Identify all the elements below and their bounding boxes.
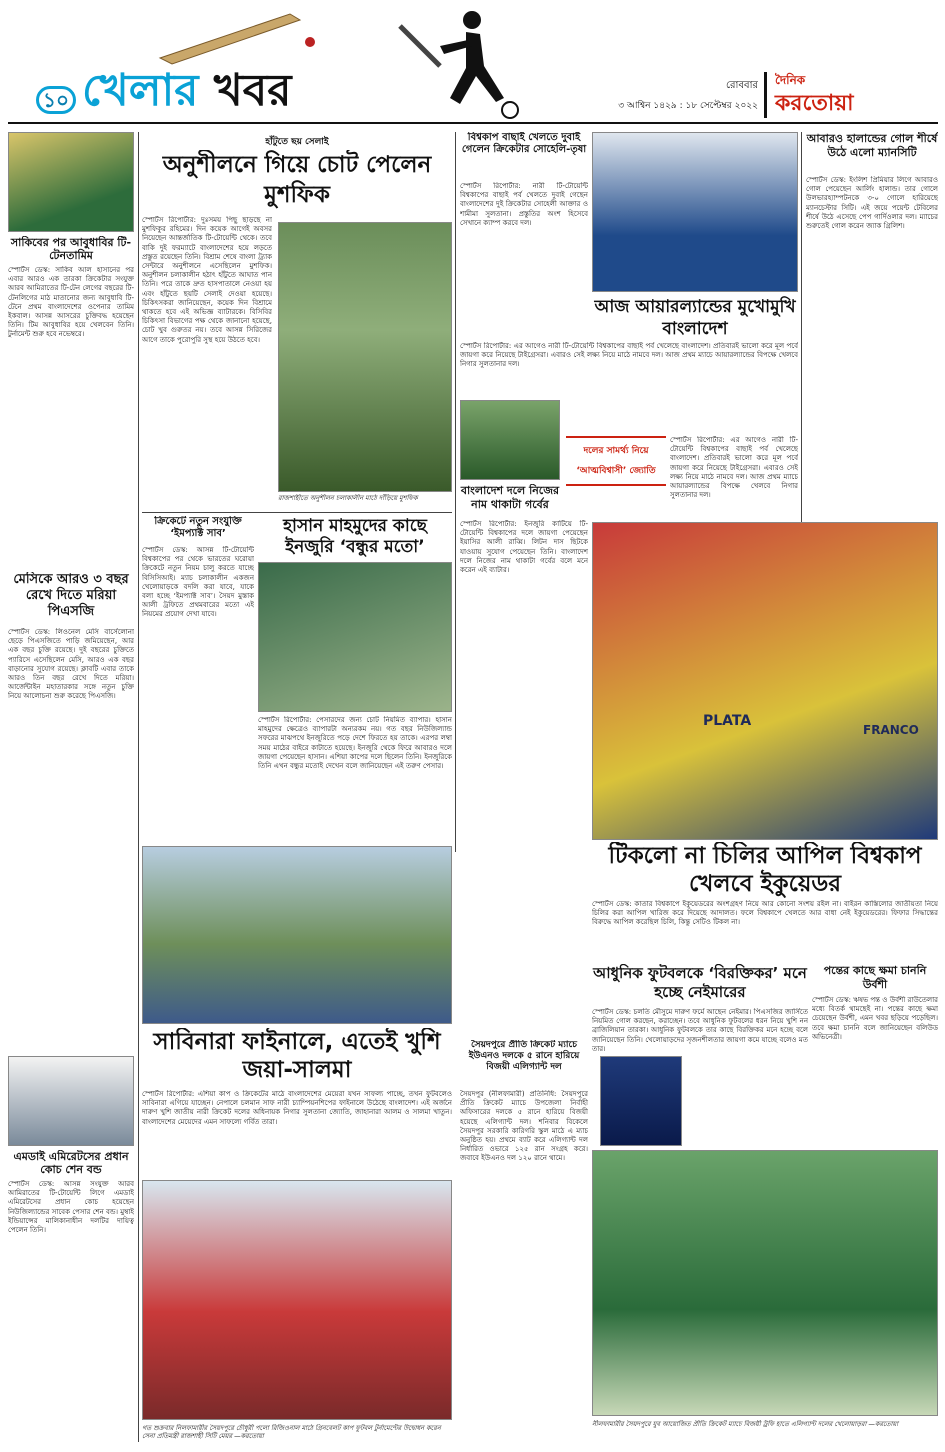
- dubai-body: স্পোর্টস রিপোর্টার: নারী টি-টোয়েন্টি বিশ্বকাপের বাছাই পর্ব খেলতে দুবাই গেছেন বাংলাদেশের দুই ক্রিকেটার সোহেলী আক্তার ও শামীমা সুলতানা। প্রস্তুতির অংশ হিসেবে সেখানে ক্যাম্প করবে দল।: [460, 182, 588, 227]
- jersey-label-plata: PLATA: [703, 713, 752, 729]
- haaland-headline: আবারও হালান্ডের গোল শীর্ষে উঠে এলো ম্যানসিটি: [806, 132, 938, 159]
- main-body-left: স্পোর্টস রিপোর্টার: দুঃসময় পিছু ছাড়ছে না মুশফিকুর রহিমের। দিন কয়েক আগেই অবসর নিয়েছেন আন্তর্জাতিক টি-টোয়েন্টি থেকে। তবে বাকি দুই ফরম্যাটে বাংলাদেশের হয়ে লড়তে প্রস্তুত রয়েছেন তিনি। বিশ্রাম শেষে বাংলা ট্র্যাক সেন্টারে অনুশীলনে এসেছিলেন মুশফিক। অনুশীলন চলাকালীন হঠাৎ হাঁটুতে আঘাত পান তিনি। পরে তাকে দ্রুত হাসপাতালে নেওয়া হয় এবং হাঁটুতে ছয়টি সেলাই দেওয়া হয়েছে। চিকিৎসকরা জানিয়েছেন, কয়েক দিন বিশ্রামে থাকতে হবে এই অভিজ্ঞ ব্যাটারকে। বিসিবির চিকিৎসা বিভাগের পক্ষ থেকে জানানো হয়েছে, চোট খুব গুরুতর নয়। তবে আসন্ন সিরিজের আগে তাকে পুরোপুরি সুস্থ হয়ে উঠতে হবে।: [142, 216, 272, 344]
- paper-logo: [764, 72, 936, 118]
- column-divider: [138, 132, 139, 1442]
- ireland-body-right: স্পোর্টস রিপোর্টার: এর আগেও নারী টি-টোয়েন্টি বিশ্বকাপের বাছাই পর্ব খেলেছে বাংলাদেশ। প্রতিবারই ভালো করে মূল পর্বে জায়গা করে নিয়েছে টাইগ্রেসরা। এবারও সেই লক্ষ্য নিয়ে মাঠে নামবে দল। আজ প্রথম ম্যাচে আয়ারল্যান্ডের বিপক্ষে খেলবে নিগার সুলতানার দল।: [670, 436, 798, 500]
- col1-bottom-body: স্পোর্টস ডেস্ক: আসন্ন সংযুক্ত আরব আমিরাতের টি-টোয়েন্টি লিগে এমডাই এমিরেটসের প্রধান কোচ হয়েছেন নিউজিল্যান্ডের সাবেক পেসার শেন বন্ড। মুম্বাই ইন্ডিয়ান্সের মালিকানাধীন দলটির দায়িত্ব পেলেন তিনি।: [8, 1180, 134, 1235]
- ireland-body: স্পোর্টস রিপোর্টার: এর আগেও নারী টি-টোয়েন্টি বিশ্বকাপের বাছাই পর্ব খেলেছে বাংলাদেশ। প্রতিবারই ভালো করে মূল পর্বে জায়গা করে নিয়েছে টাইগ্রেসরা। এবারও সেই লক্ষ্য নিয়ে মাঠে নামবে দল। আজ প্রথম ম্যাচে আয়ারল্যান্ডের বিপক্ষে খেলবে নিগার সুলতানার দল।: [460, 342, 798, 369]
- col1-bottom-headline: এমডাই এমিরেটসের প্রধান কোচ শেন বন্ড: [13, 1150, 129, 1176]
- hasan-photo: [258, 562, 452, 712]
- event-photo: [142, 1180, 452, 1420]
- issue-day: রোববার: [726, 80, 758, 91]
- mushfiq-photo-caption: রাজশাহীতে অনুশীলন চলাকালীন মাঠে দাঁড়িয়ে মুশফিক: [278, 494, 418, 502]
- chile-body: স্পোর্টস ডেস্ক: কাতার বিশ্বকাপে ইকুয়েডরের অংশগ্রহণ নিয়ে আর কোনো সংশয় রইল না। বাইরন কাস্তিলোর জাতীয়তা নিয়ে চিলির করা আপিল খারিজ করে দিয়েছে আদালত। ফলে বিশ্বকাপে খেলতে আর বাধা নেই ইকুয়েডরের। ফিফার সিদ্ধান্তের বিরুদ্ধে আপিল করেছিল চিলি, কিন্তু সেটিও টিকল না।: [592, 900, 938, 927]
- main-kicker: হাঁটুতে ছয় সেলাই: [265, 137, 329, 147]
- bd-body: স্পোর্টস রিপোর্টার: ইনজুরি কাটিয়ে টি-টোয়েন্টি বিশ্বকাপের দলে জায়গা পেয়েছেন ইয়াসির আলী রাব্বি। লিটন দাস ছিটকে যাওয়ায় সুযোগ পেয়েছেন তিনি। বাংলাদেশ দলে নিজের নাম থাকাটা গর্বের বলে মনে করেন এই ব্যাটার।: [460, 520, 588, 575]
- shakib-photo: [8, 132, 134, 232]
- sabina-body: স্পোর্টস রিপোর্টার: এশিয়া কাপ ও ক্রিকেটের মাঠে বাংলাদেশের মেয়েরা যখন সাফল্য পাচ্ছে, তখন ফুটবলেও সাবিনারা এগিয়ে যাচ্ছেন। নেপালে চলমান সাফ নারী চ্যাম্পিয়নশিপের ফাইনালে উঠেছে বাংলাদেশ। এই অর্জনে দারুণ খুশি জাতীয় নারী ক্রিকেট দলের অধিনায়ক নিগার সুলতানা জ্যোতি, জাহানারা আলম ও সালমা খাতুন। বাংলাদেশের মেয়েদের এমন সাফল্যে গর্বিত তারা।: [142, 1090, 452, 1126]
- haaland-body: স্পোর্টস ডেস্ক: ইংলিশ প্রিমিয়ার লিগে আবারও গোল পেয়েছেন আর্লিং হালান্ড। তার গোলে উলভারহ্যাম্পটনকে ৩-০ গোলে হারিয়েছে ম্যানচেস্টার সিটি। এই জয়ে পয়েন্ট টেবিলের শীর্ষে উঠে এসেছে পেপ গার্দিওলার দল। ম্যাচের শুরুতেই গোল করেন জ্যাক গ্রিলিশ।: [806, 176, 938, 231]
- winning-team-photo: [592, 1150, 938, 1416]
- event-photo-caption: গত শুক্রবার নিলফামারীর সৈয়দপুরে চৌধুরী পলো রিজিওনাল মাঠে গ্রিনবেলট কাপ ফুটবল টুর্নামেন্টের উদ্বোধন করেন সেনা প্রতিমন্ত্রী রাজশাহী সিটি মেয়র —করতোয়া: [142, 1424, 441, 1440]
- hasan-headline: হাসান মাহমুদের কাছে ইনজুরি ‘বন্ধুর মতো’: [283, 516, 427, 557]
- ponto-body: স্পোর্টস ডেস্ক: ঋষভ পন্ত ও উর্বশী রাউতেলার মধ্যে বিতর্ক থামছেই না। পন্তের কাছে ক্ষমা চেয়েছেন উর্বশী, এমন খবর ছড়িয়ে পড়েছিল। তবে ক্ষমা চাননি বলে জানিয়েছেন বলিউড অভিনেত্রী।: [812, 996, 938, 1041]
- shane-bond-photo: [8, 1056, 134, 1146]
- page-number-badge: [36, 86, 76, 114]
- neymar-headline: আধুনিক ফুটবলকে ‘বিরক্তিকর’ মনে হচ্ছে নেইমারের: [593, 964, 807, 1001]
- impact-sub-headline: ক্রিকেটে নতুন সংযুক্তি ‘ইমপ্যাক্ট সাব’: [154, 516, 242, 539]
- ireland-headline: আজ আয়ারল্যান্ডের মুখোমুখি বাংলাদেশ: [594, 297, 796, 339]
- saidpur-body: সৈয়দপুর (নীলফামারী) প্রতিনিধি: সৈয়দপুরে প্রীতি ক্রিকেট ম্যাচে উপজেলা নির্বাহী অফিসারের দলকে ৫ রানে হারিয়ে বিজয়ী হয়েছে এলিগ্যান্ট দল। শনিবার বিকেলে সৈয়দপুর সরকারি কারিগরি স্কুল মাঠে এ ম্যাচ অনুষ্ঠিত হয়। প্রথমে ব্যাট করে এলিগ্যান্ট দল নির্ধারিত ওভারে ১২৫ রান সংগ্রহ করে। জবাবে ইউএনও দল ১২০ রানে থামে।: [460, 1090, 588, 1163]
- hasan-body: স্পোর্টস রিপোর্টার: পেসারদের জন্য চোট নিয়মিত ব্যাপার। হাসান মাহমুদের ক্ষেত্রেও ব্যাপারটা অন্যরকম নয়। গত বছর নিউজিল্যান্ড সফরের মাঝপথে ইনজুরিতে পড়ে দেশে ফিরতে হয় তাকে। এরপর লম্বা সময় মাঠের বাইরে কাটাতে হয়েছে। ইনজুরি থেকে ফিরে আবারও দলে জায়গা পেয়েছেন হাসান। এশিয়া কাপের দলে ছিলেন তিনি। ইনজুরিকে তিনি এখন বন্ধুর মতোই দেখেন বলে জানিয়েছেন এই তরুণ পেসার।: [258, 716, 452, 771]
- jersey-label-franco: FRANCO: [863, 723, 919, 737]
- issue-date: ৩ আশ্বিন ১৪২৯ : ১৮ সেপ্টেম্বর ২০২২: [618, 101, 758, 111]
- main-headline: অনুশীলনে গিয়ে চোট পেলেন মুশফিক: [162, 152, 432, 208]
- saidpur-headline: সৈয়দপুরে প্রীতি ক্রিকেট ম্যাচে ইউএনও দলকে ৫ রানে হারিয়ে বিজয়ী এলিগ্যান্ট দল: [468, 1040, 580, 1072]
- pull-quote: [566, 436, 666, 486]
- paper-logo-small: দৈনিক: [775, 73, 806, 87]
- ponto-headline: পন্তের কাছে ক্ষমা চাননি উর্বশী: [823, 964, 927, 991]
- mushfiq-photo: [278, 222, 452, 492]
- women-cricketers-photo: [142, 846, 452, 1024]
- col1-top-body: স্পোর্টস ডেস্ক: সাকিব আল হাসানের পর এবার আরও এক তারকা ক্রিকেটার সংযুক্ত আরব আমিরাতের টি-টেন লেগের বছরের টি-টেনলিগের মাঠ মাতানোর জন্য আবুধাবি টি-টেনে প্রথম বাংলাদেশের ওপেনার তামিম ইকবাল। আসন্ন আসরের চুক্তিবদ্ধ হয়েছেন তিনি। টিম আবুধাবির হয়ে খেলবেন তিনি। টুর্নামেন্ট শুরু হবে নভেম্বরে।: [8, 266, 134, 339]
- impact-sub-body: স্পোর্টস ডেস্ক: আসন্ন টি-টোয়েন্টি বিশ্বকাপের পর থেকে ভারতের ঘরোয়া ক্রিকেটে নতুন নিয়ম চালু করতে যাচ্ছে বিসিসিআই। ম্যাচ চলাকালীন একজন খেলোয়াড়কে বদলি করা যাবে, যাকে বলা হচ্ছে ‘ইমপ্যাক্ট সাব’। সৈয়দ মুস্তাক আলী ট্রফিতে প্রথমবারের মতো এই নিয়মের প্রয়োগ দেখা যাবে।: [142, 546, 254, 619]
- bd-headline: বাংলাদেশ দলে নিজের নাম থাকাটা গর্বের: [460, 484, 560, 511]
- paper-logo-name: করতোয়া: [775, 91, 854, 116]
- page-number: ১০: [43, 88, 69, 112]
- dubai-headline: বিশ্বকাপ বাছাই খেলতে দুবাই গেলেন ক্রিকেটার সোহেলি-তৃষা: [461, 132, 587, 155]
- section-divider: [142, 512, 452, 513]
- masthead: [0, 0, 945, 128]
- ecuador-players-photo: [592, 522, 938, 840]
- col1-mid-body: স্পোর্টস ডেস্ক: লিওনেল মেসি বার্সেলোনা ছেড়ে পিএসজিতে পাড়ি জমিয়েছেন, আর এক বছর চুক্তি রয়েছে। দুই বছরের চুক্তিতে প্যারিসে এসেছিলেন মেসি, আরও এক বছর বাড়ানোর সুযোগ রয়েছে। ক্লাবটি এবার তাকে আরও তিন বছর রেখে দিতে মরিয়া। আর্জেন্টাইন মহাতারকার সঙ্গে নতুন চুক্তি নিয়ে আলোচনা শুরু করেছে পিএসজি।: [8, 628, 134, 701]
- sports-silhouette-icon: [380, 6, 530, 124]
- col1-mid-headline: মেসিকে আরও ৩ বছর রেখে দিতে মরিয়া পিএসজি: [13, 572, 129, 619]
- press-conference-photo: [592, 132, 798, 292]
- pull-quote-text: দলের সামর্থ্য নিয়ে ‘আত্মবিশ্বাসী’ জ্যোতি: [576, 446, 656, 476]
- column-divider: [455, 132, 456, 852]
- cricketer-photo: [460, 400, 560, 480]
- col1-top-headline: সাকিবের পর আবুধাবির টি-টেনতামিম: [10, 236, 132, 262]
- section-title-part-2: খবর: [213, 65, 292, 116]
- neymar-photo: [600, 1056, 682, 1146]
- masthead-rule: [8, 122, 938, 124]
- cricket-bat-icon: [150, 6, 330, 66]
- sabina-headline: সাবিনারা ফাইনালে, এতেই খুশি জয়া-সালমা: [153, 1029, 441, 1083]
- neymar-body: স্পোর্টস ডেস্ক: চলতি মৌসুমে দারুণ ফর্মে আছেন নেইমার। পিএসজির জার্সিতে নিয়মিত গোল করছেন, করাচ্ছেন। তবে আধুনিক ফুটবলের ধরন নিয়ে খুশি নন ব্রাজিলিয়ান তারকা। আধুনিক ফুটবলকে তার কাছে বিরক্তিকর মনে হচ্ছে বলে জানিয়েছেন তিনি। খেলোয়াড়দের সৃজনশীলতার জায়গা কমে যাচ্ছে বলেও মত তার।: [592, 1008, 808, 1053]
- section-title-part-1: খেলার: [82, 65, 199, 116]
- column-divider: [801, 132, 802, 522]
- chile-headline: টিকলো না চিলির আপিল বিশ্বকাপ খেলবে ইকুয়েডর: [608, 843, 922, 897]
- winning-team-caption: নীলফামারীর সৈয়দপুরে যুব আয়োজিত প্রীতি ক্রিকেট ম্যাচে বিজয়ী ট্রফি হাতে এলিগ্যান্ট দলের খেলোয়াড়রা —করতোয়া: [592, 1420, 899, 1428]
